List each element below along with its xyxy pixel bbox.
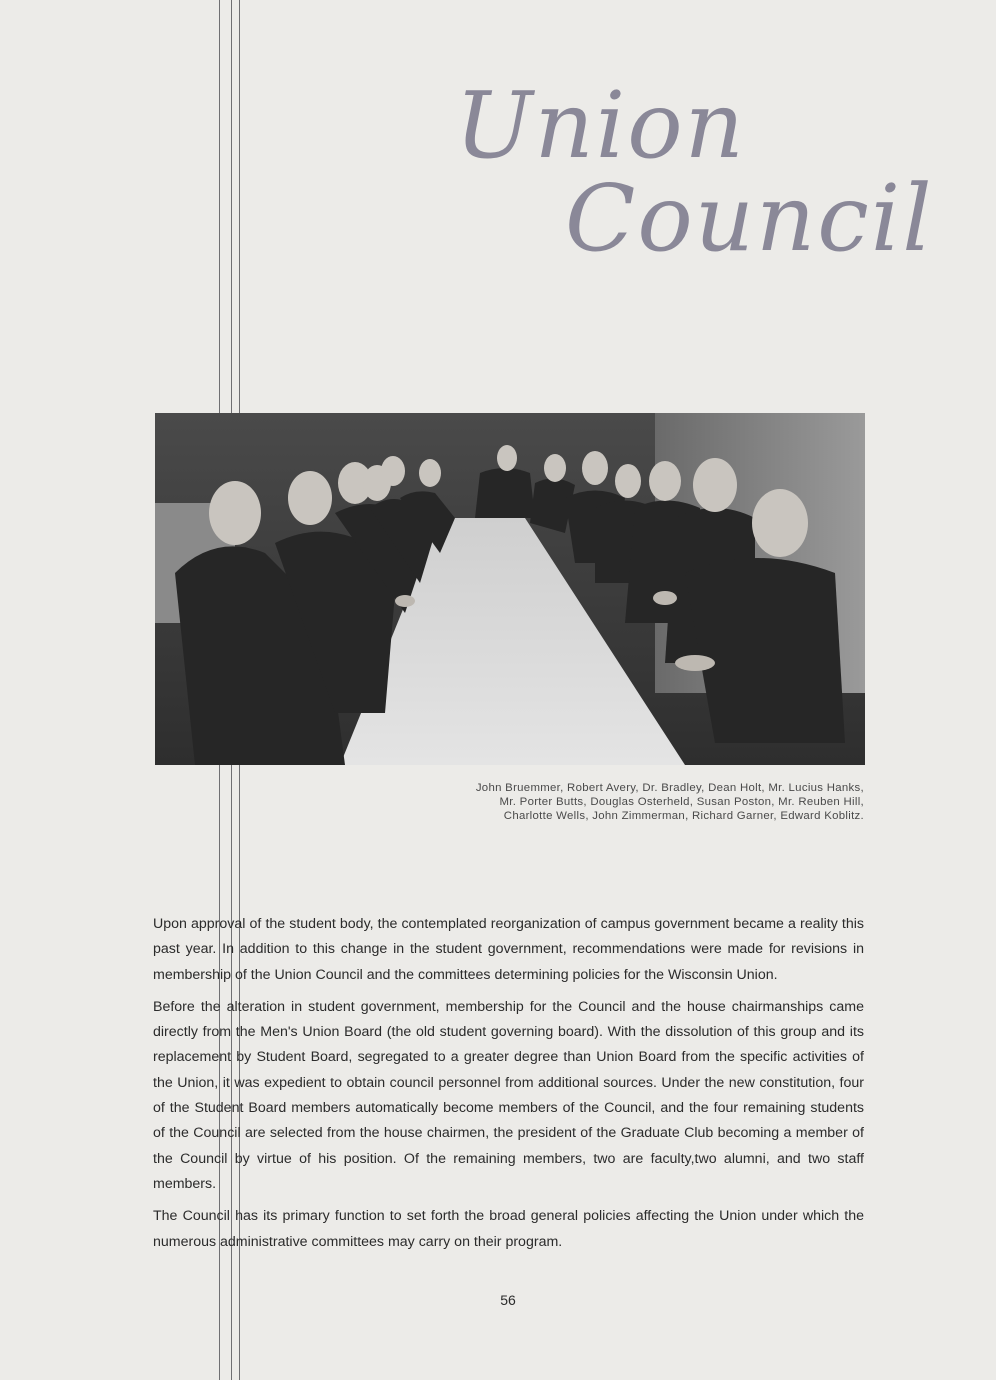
photo-caption	[400, 781, 864, 823]
group-photo	[155, 413, 865, 765]
paragraph: Before the alteration in student government, membership for the Council and the house chairmanships came directly from the Men's Union Board (the old student governing board). With the dissolution of this group and its replacement by Student Board, segregated to a greater degree than Union Board from the specific activities of the Union, it was expedient to obtain council personnel from additional sources. Under the new constitution, four of the Student Board members automatically become members of the Council, and the four remaining students of the Council are selected from the house chairmen, the president of the Graduate Club becoming a member of the Council by virtue of his position. Of the remaining members, two are faculty,two alumni, and two staff members.	[153, 998, 864, 1192]
page-number: 56	[500, 1292, 516, 1308]
caption-line: John Bruemmer, Robert Avery, Dr. Bradley, Dean Holt, Mr. Lucius Hanks,	[475, 782, 864, 794]
title-line-2: Council	[565, 165, 934, 272]
paragraph: Upon approval of the student body, the contemplated reorganization of campus government became a reality this past year. In addition to this change in the student government, recommendations were made for revisions in membership of the Union Council and the committees determining policies for the Wisconsin Union.	[153, 916, 864, 983]
paragraph: The Council has its primary function to set forth the broad general policies affecting the Union under which the numerous administrative committees may carry on their program.	[153, 1208, 864, 1250]
caption-line: Mr. Porter Butts, Douglas Osterheld, Susan Poston, Mr. Reuben Hill,	[499, 796, 864, 808]
title-line-1: Union	[455, 72, 746, 179]
article-body	[153, 912, 864, 1262]
caption-line: Charlotte Wells, John Zimmerman, Richard Garner, Edward Koblitz.	[503, 810, 864, 822]
